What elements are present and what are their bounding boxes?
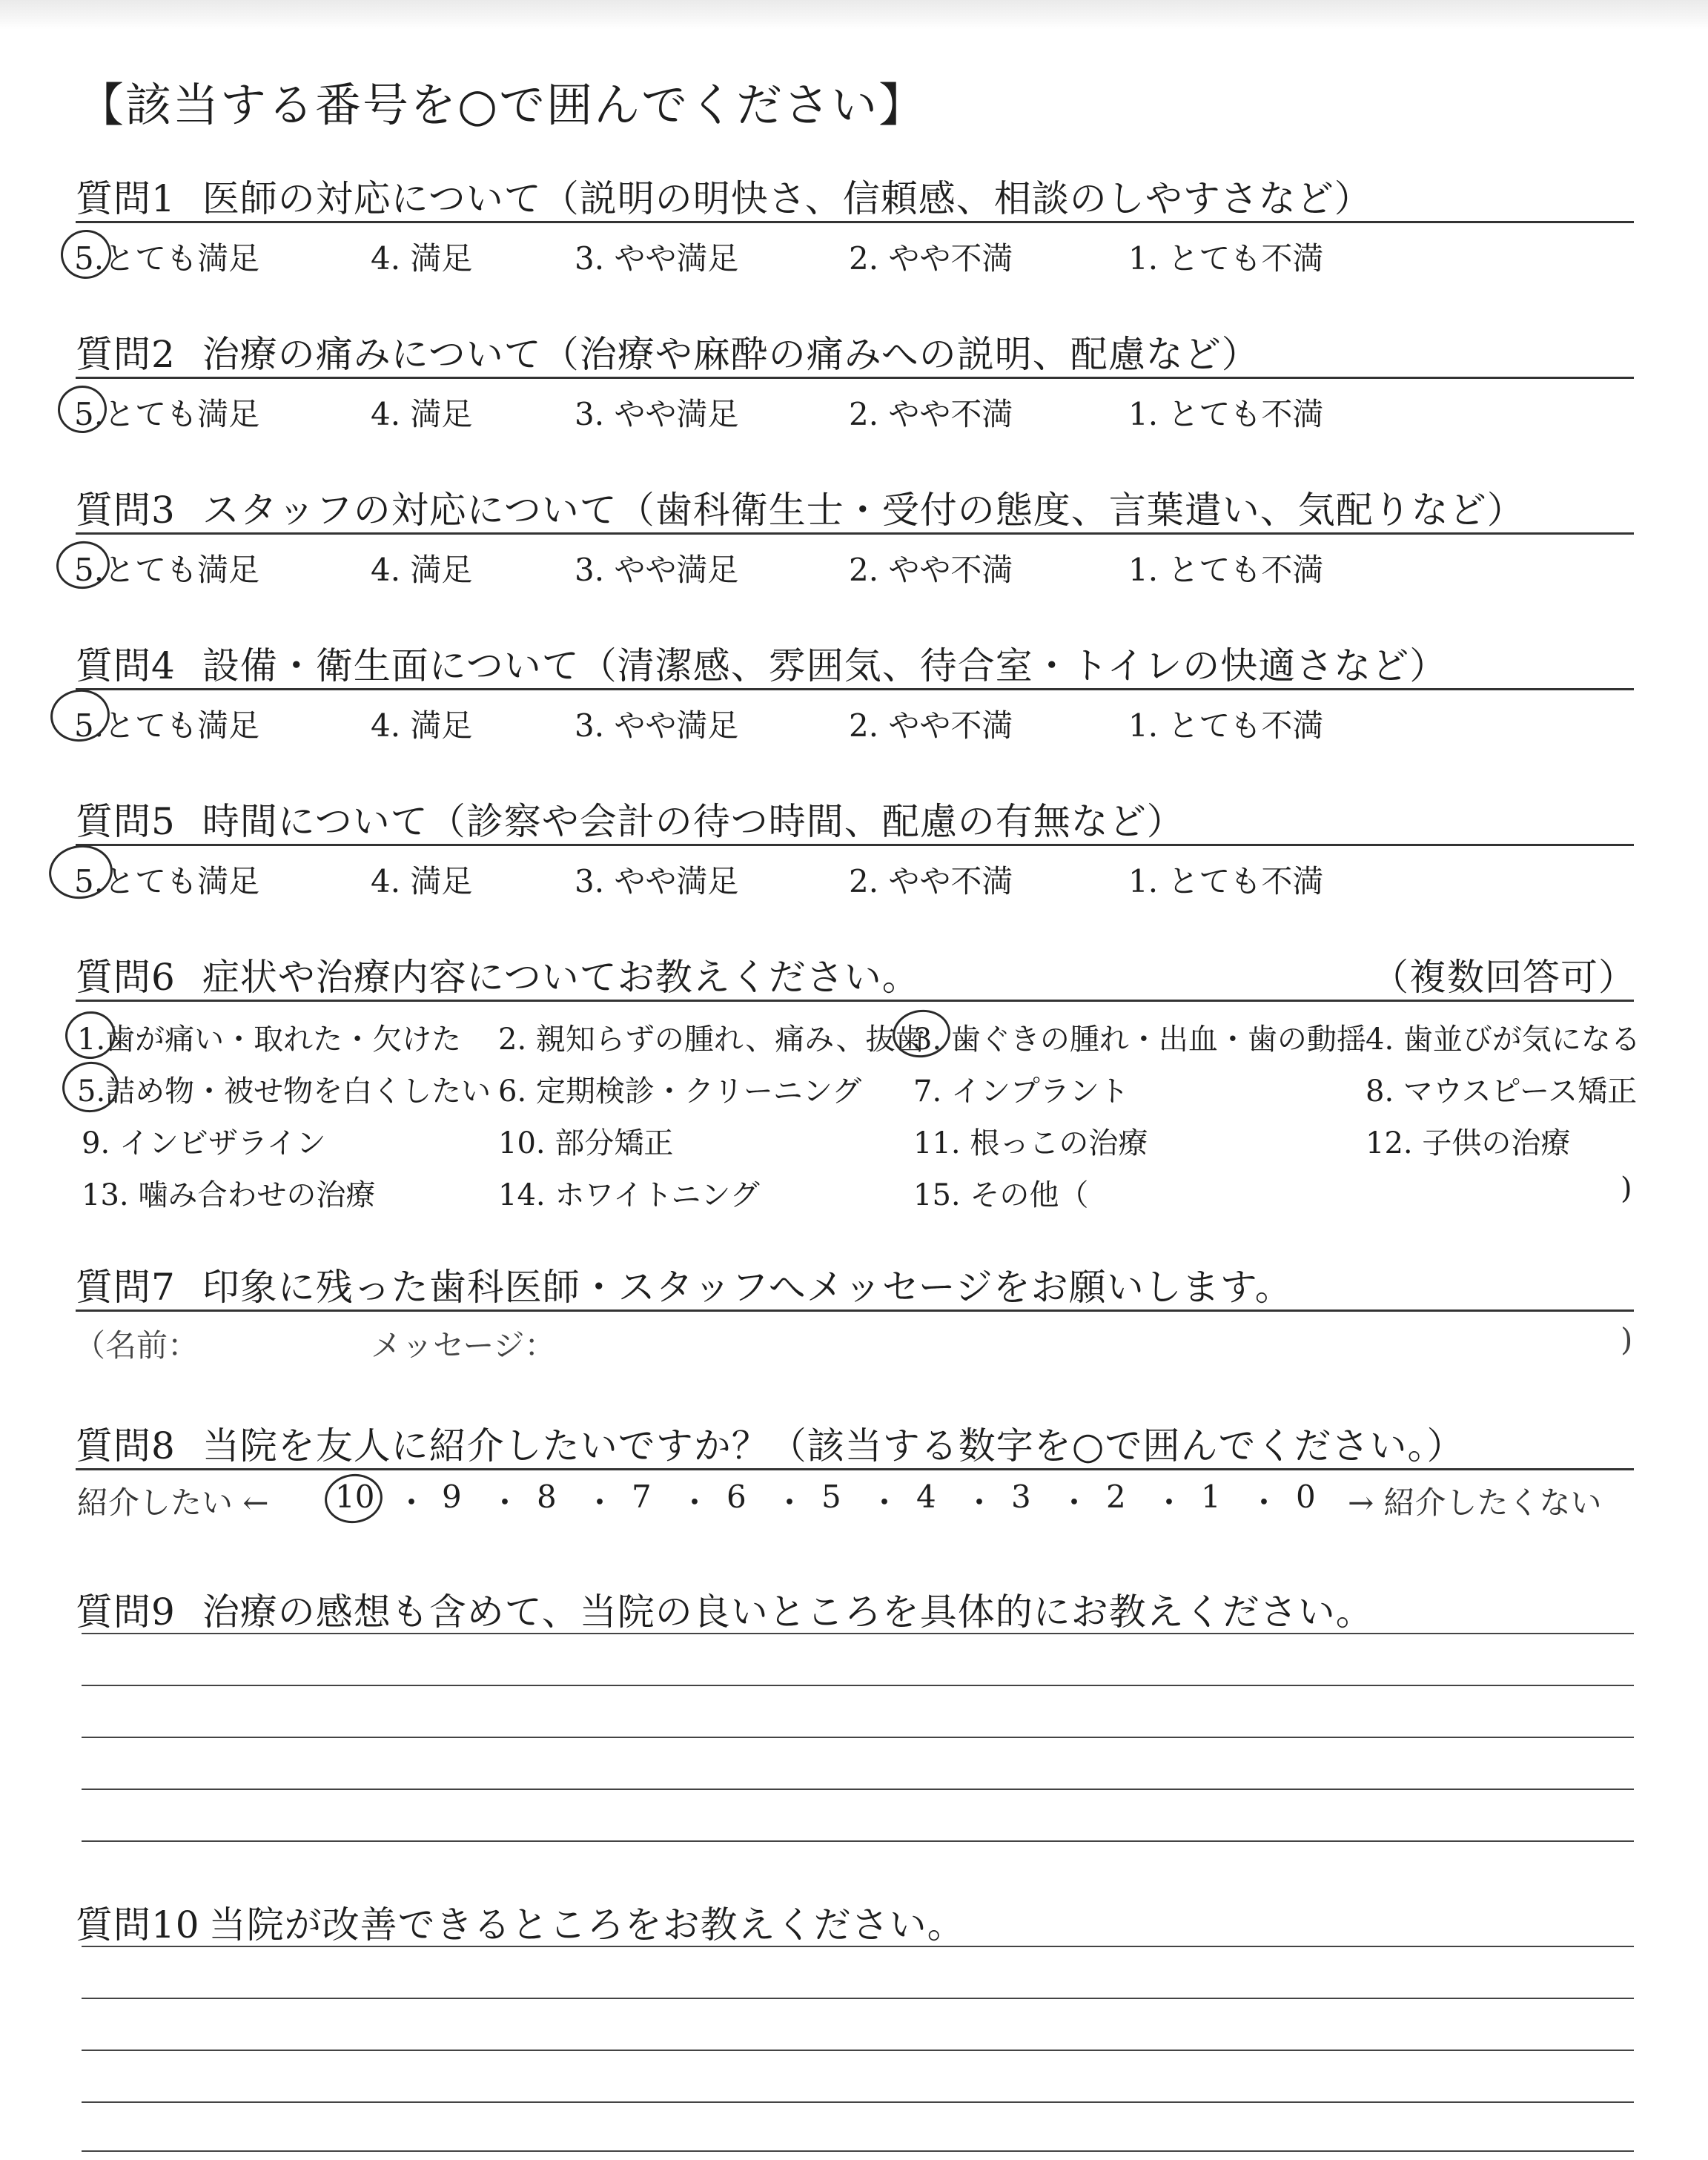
question-8-heading bbox=[76, 1416, 1464, 1470]
question-3-rule bbox=[76, 532, 1634, 535]
q4-option-2[interactable]: 2. やや不満 bbox=[849, 707, 1013, 744]
q6-option-2[interactable]: 2. 親知らずの腫れ、痛み、抜歯 bbox=[498, 1023, 925, 1057]
q5-option-2[interactable]: 2. やや不満 bbox=[849, 863, 1013, 899]
q10-answer-line[interactable] bbox=[82, 2101, 1634, 2103]
q3-option-5[interactable]: 5.とても満足 bbox=[74, 552, 260, 588]
q6-option-4[interactable]: 4. 歯並びが気になる bbox=[1366, 1023, 1641, 1057]
question-7-heading bbox=[76, 1258, 1293, 1311]
question-6-note: （複数回答可） bbox=[1371, 956, 1636, 999]
q8-scale-6[interactable]: 6 bbox=[726, 1479, 747, 1515]
q6-option-6[interactable]: 6. 定期検診・クリーニング bbox=[498, 1074, 862, 1109]
q1-option-5[interactable]: 5.とても満足 bbox=[74, 240, 260, 277]
q4-option-4[interactable]: 4. 満足 bbox=[371, 707, 473, 744]
q1-option-4[interactable]: 4. 満足 bbox=[371, 240, 473, 277]
q8-scale-0[interactable]: 0 bbox=[1296, 1479, 1316, 1515]
q8-answer-circle bbox=[322, 1470, 385, 1527]
q8-scale-dot: ・ bbox=[584, 1484, 616, 1521]
q8-scale-dot: ・ bbox=[869, 1484, 901, 1521]
q5-option-4[interactable]: 4. 満足 bbox=[371, 863, 473, 899]
question-6-heading bbox=[76, 948, 920, 1001]
q6-option-15-close: ) bbox=[1621, 1172, 1632, 1206]
q8-scale-9[interactable]: 9 bbox=[442, 1479, 462, 1515]
q6-option-12[interactable]: 12. 子供の治療 bbox=[1366, 1126, 1571, 1160]
q2-option-1[interactable]: 1. とても不満 bbox=[1128, 396, 1324, 432]
question-3-number: 質問3 bbox=[76, 489, 176, 532]
q9-answer-line[interactable] bbox=[82, 1737, 1634, 1738]
q8-scale-right-label: → 紹介したくない bbox=[1348, 1484, 1602, 1521]
q4-option-1[interactable]: 1. とても不満 bbox=[1128, 707, 1324, 744]
q8-scale-dot: ・ bbox=[396, 1484, 428, 1521]
q1-option-2[interactable]: 2. やや不満 bbox=[849, 240, 1013, 277]
q8-scale-dot: ・ bbox=[1153, 1484, 1185, 1521]
q6-option-13[interactable]: 13. 噛み合わせの治療 bbox=[82, 1178, 376, 1212]
question-1-text: 医師の対応について（説明の明快さ、信頼感、相談のしやすさなど） bbox=[202, 177, 1372, 220]
q6-option-3[interactable]: 3. 歯ぐきの腫れ・出血・歯の動揺 bbox=[913, 1023, 1366, 1057]
q2-option-4[interactable]: 4. 満足 bbox=[371, 396, 473, 432]
q6-option-9[interactable]: 9. インビザライン bbox=[82, 1126, 326, 1160]
question-3-heading bbox=[76, 480, 1525, 534]
question-3-text: スタッフの対応について（歯科衛生士・受付の態度、言葉遣い、気配りなど） bbox=[202, 489, 1525, 532]
question-9-text: 治療の感想も含めて、当院の良いところを具体的にお教えください。 bbox=[202, 1591, 1374, 1634]
question-5-rule bbox=[76, 844, 1634, 846]
q7-name-field-label[interactable]: （名前： bbox=[74, 1327, 199, 1364]
question-5-text: 時間について（診察や会計の待つ時間、配慮の有無など） bbox=[202, 800, 1185, 843]
q8-scale-10[interactable]: 10 bbox=[335, 1479, 375, 1515]
q7-field-close: ) bbox=[1621, 1321, 1633, 1358]
q4-option-5[interactable]: 5.とても満足 bbox=[74, 707, 260, 744]
q10-answer-line[interactable] bbox=[82, 2050, 1634, 2051]
q8-scale-4[interactable]: 4 bbox=[916, 1479, 936, 1515]
q8-scale-dot: ・ bbox=[1059, 1484, 1090, 1521]
q6-option-7[interactable]: 7. インプラント bbox=[913, 1074, 1129, 1109]
q8-scale-5[interactable]: 5 bbox=[821, 1479, 841, 1515]
q8-scale-1[interactable]: 1 bbox=[1201, 1479, 1221, 1515]
q10-answer-line[interactable] bbox=[82, 2150, 1634, 2152]
q6-option-14[interactable]: 14. ホワイトニング bbox=[498, 1178, 760, 1212]
question-9-number: 質問9 bbox=[76, 1591, 176, 1634]
question-7-text: 印象に残った歯科医師・スタッフへメッセージをお願いします。 bbox=[202, 1266, 1293, 1309]
q8-scale-left-label: 紹介したい ← bbox=[77, 1484, 269, 1521]
q9-answer-line[interactable] bbox=[82, 1633, 1634, 1634]
question-5-heading bbox=[76, 792, 1185, 845]
q6-option-11[interactable]: 11. 根っこの治療 bbox=[913, 1126, 1148, 1160]
q8-scale-dot: ・ bbox=[679, 1484, 711, 1521]
question-10-number: 質問10 bbox=[76, 1903, 200, 1946]
question-10-heading bbox=[76, 1895, 965, 1949]
question-1-number: 質問1 bbox=[76, 177, 176, 220]
q5-option-3[interactable]: 3. やや満足 bbox=[575, 863, 739, 899]
q9-answer-line[interactable] bbox=[82, 1685, 1634, 1686]
q7-message-field-label[interactable]: メッセージ： bbox=[371, 1327, 556, 1364]
q8-scale-dot: ・ bbox=[774, 1484, 806, 1521]
q3-option-2[interactable]: 2. やや不満 bbox=[849, 552, 1013, 588]
question-6-rule bbox=[76, 1000, 1634, 1002]
question-6-number: 質問6 bbox=[76, 956, 176, 999]
q6-option-1[interactable]: 1.歯が痛い・取れた・欠けた bbox=[77, 1023, 462, 1057]
q8-scale-2[interactable]: 2 bbox=[1106, 1479, 1126, 1515]
q4-option-3[interactable]: 3. やや満足 bbox=[575, 707, 739, 744]
question-2-number: 質問2 bbox=[76, 333, 176, 376]
question-1-heading bbox=[76, 169, 1372, 222]
q10-answer-line[interactable] bbox=[82, 1998, 1634, 1999]
page-title: 【該当する番号を○で囲んでください】 bbox=[78, 78, 927, 132]
scan-top-edge bbox=[0, 0, 1708, 30]
q8-scale-3[interactable]: 3 bbox=[1011, 1479, 1031, 1515]
q5-option-5[interactable]: 5.とても満足 bbox=[74, 863, 260, 899]
question-8-rule bbox=[76, 1468, 1634, 1470]
q1-option-3[interactable]: 3. やや満足 bbox=[575, 240, 739, 277]
q3-option-4[interactable]: 4. 満足 bbox=[371, 552, 473, 588]
q9-answer-line[interactable] bbox=[82, 1789, 1634, 1790]
q6-option-5[interactable]: 5.詰め物・被せ物を白くしたい bbox=[77, 1074, 491, 1109]
question-2-heading bbox=[76, 325, 1260, 378]
question-1-rule bbox=[76, 221, 1634, 223]
q2-option-5[interactable]: 5.とても満足 bbox=[74, 396, 260, 432]
question-8-text: 当院を友人に紹介したいですか？（該当する数字を○で囲んでください。） bbox=[202, 1424, 1465, 1467]
question-4-number: 質問4 bbox=[76, 644, 176, 687]
q5-option-1[interactable]: 1. とても不満 bbox=[1128, 863, 1324, 899]
q2-option-2[interactable]: 2. やや不満 bbox=[849, 396, 1013, 432]
q10-answer-line[interactable] bbox=[82, 1946, 1634, 1947]
q6-option-8[interactable]: 8. マウスピース矯正 bbox=[1366, 1074, 1638, 1109]
q8-scale-dot: ・ bbox=[1248, 1484, 1280, 1521]
q8-scale-7[interactable]: 7 bbox=[632, 1479, 652, 1515]
question-10-text: 当院が改善できるところをお教えください。 bbox=[208, 1903, 965, 1946]
question-6-text: 症状や治療内容についてお教えください。 bbox=[202, 956, 920, 999]
question-4-rule bbox=[76, 688, 1634, 690]
q2-option-3[interactable]: 3. やや満足 bbox=[575, 396, 739, 432]
question-7-number: 質問7 bbox=[76, 1266, 176, 1309]
question-9-heading bbox=[76, 1582, 1374, 1636]
question-4-heading bbox=[76, 636, 1447, 690]
q3-option-1[interactable]: 1. とても不満 bbox=[1128, 552, 1324, 588]
q6-option-15[interactable]: 15. その他（ bbox=[913, 1178, 1089, 1212]
q8-scale-8[interactable]: 8 bbox=[537, 1479, 557, 1515]
question-2-text: 治療の痛みについて（治療や麻酔の痛みへの説明、配慮など） bbox=[202, 333, 1260, 376]
question-2-rule bbox=[76, 377, 1634, 379]
question-7-rule bbox=[76, 1309, 1634, 1312]
q1-option-1[interactable]: 1. とても不満 bbox=[1128, 240, 1324, 277]
q3-option-3[interactable]: 3. やや満足 bbox=[575, 552, 739, 588]
question-8-number: 質問8 bbox=[76, 1424, 176, 1467]
q6-option-10[interactable]: 10. 部分矯正 bbox=[498, 1126, 674, 1160]
question-5-number: 質問5 bbox=[76, 800, 176, 843]
q8-scale-dot: ・ bbox=[964, 1484, 996, 1521]
question-4-text: 設備・衛生面について（清潔感、雰囲気、待合室・トイレの快適さなど） bbox=[202, 644, 1448, 687]
q9-answer-line[interactable] bbox=[82, 1840, 1634, 1842]
q8-scale-dot: ・ bbox=[489, 1484, 521, 1521]
